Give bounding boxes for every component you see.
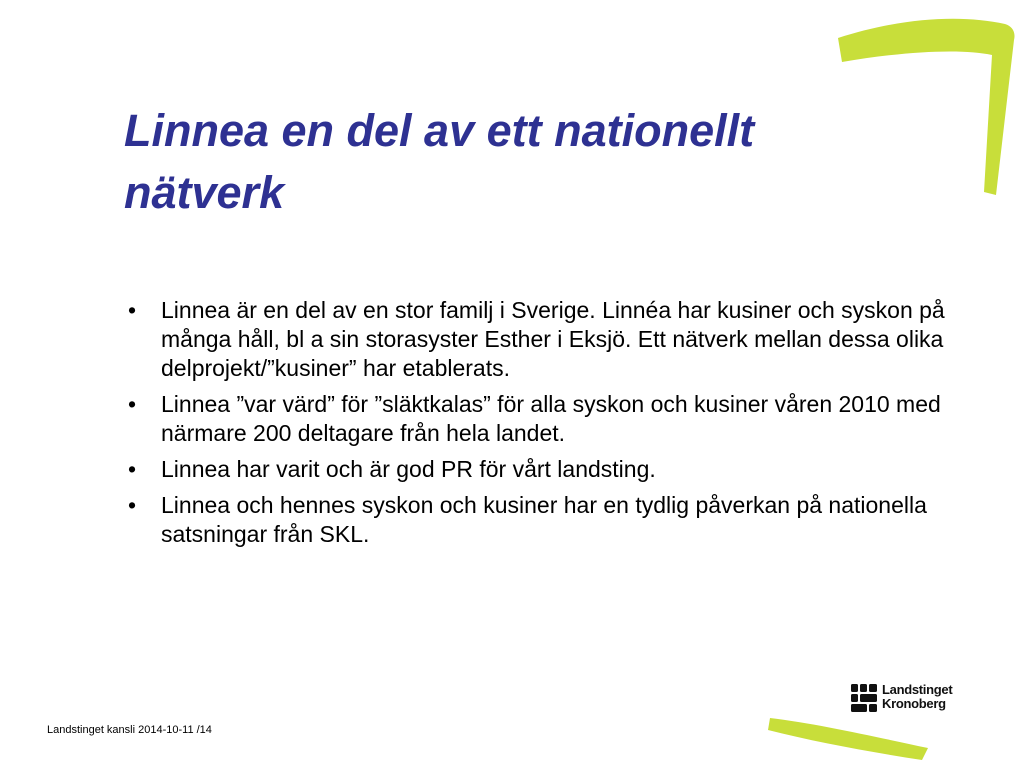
footer-text: Landstinget kansli 2014-10-11 /14 bbox=[47, 724, 212, 736]
logo-line-1: Landstinget bbox=[882, 682, 953, 697]
slide-title: Linnea en del av ett nationellt nätverk bbox=[124, 105, 755, 218]
bullet-marker: • bbox=[128, 492, 137, 518]
bullet-item bbox=[124, 296, 964, 383]
bullet-item bbox=[124, 390, 964, 448]
bullet-list bbox=[124, 296, 964, 556]
bullet-text: Linnea är en del av en stor familj i Sverige. Linnéa har kusiner och syskon på många håll, bl a sin storasyster Esther i Eksjö. Ett nätverk mellan dessa olika delprojekt/”kusiner” har etablerats. bbox=[161, 297, 945, 381]
landstinget-kronoberg-logo bbox=[851, 683, 981, 715]
bullet-marker: • bbox=[128, 391, 137, 417]
bullet-text: Linnea och hennes syskon och kusiner har en tydlig påverkan på nationella satsningar från SKL. bbox=[161, 492, 927, 547]
bullet-text: Linnea ”var värd” för ”släktkalas” för alla syskon och kusiner våren 2010 med närmare 200 deltagare från hela landet. bbox=[161, 391, 941, 446]
logo-text bbox=[882, 683, 952, 711]
bullet-text: Linnea har varit och är god PR för vårt landsting. bbox=[161, 456, 656, 482]
bullet-marker: • bbox=[128, 456, 137, 482]
logo-mark-icon bbox=[851, 684, 877, 712]
bullet-item bbox=[124, 491, 964, 549]
logo-line-2: Kronoberg bbox=[882, 696, 946, 711]
bullet-marker: • bbox=[128, 297, 137, 323]
bullet-item bbox=[124, 455, 964, 484]
